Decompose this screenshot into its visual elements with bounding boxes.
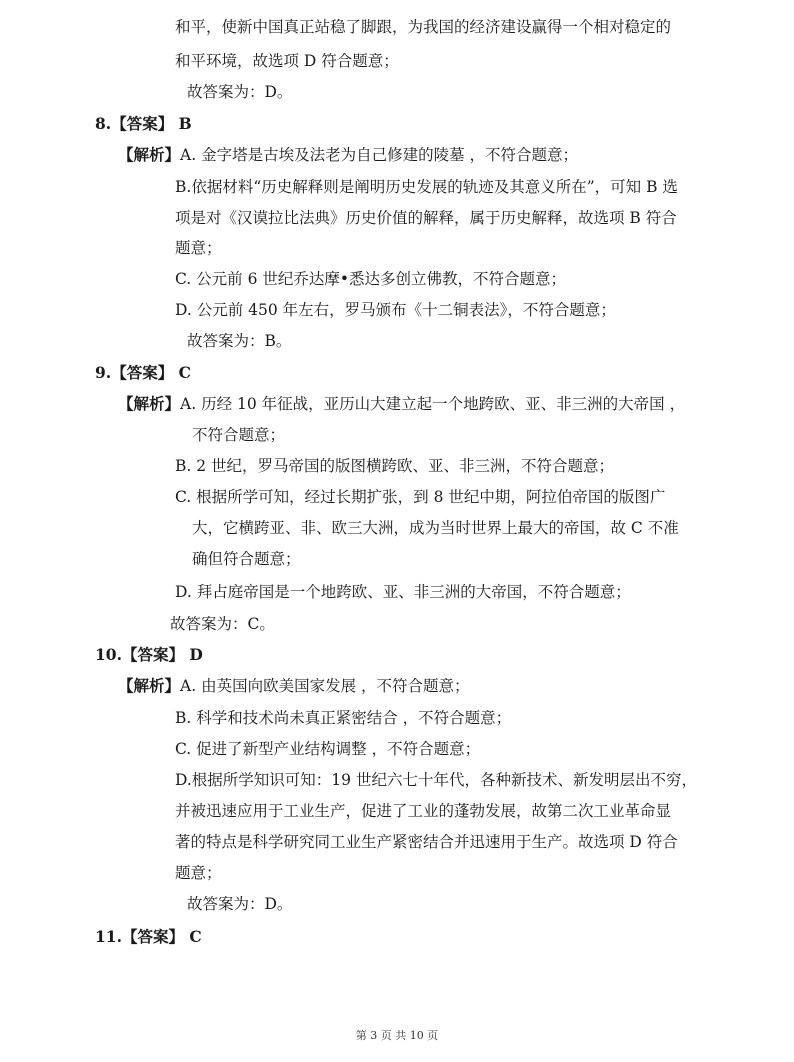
q8-option-b-line-2: 项是对《汉谟拉比法典》历史价值的解释，属于历史解释，故选项 B 符合	[175, 209, 677, 227]
q10-answer-value: D	[189, 645, 203, 664]
q10-analysis-label: 【解析】	[118, 676, 181, 695]
q10-number: 10.	[95, 645, 122, 664]
q8-answer-label: 【答案】	[111, 114, 174, 133]
q8-final-answer: 故答案为：B。	[187, 332, 292, 350]
q9-answer-value: C	[178, 363, 191, 382]
intro-line-2: 和平环境，故选项 D 符合题意；	[175, 52, 399, 70]
page-footer: 第 3 页 共 10 页	[355, 1029, 439, 1042]
q10-final-answer: 故答案为：D。	[187, 895, 293, 913]
q9-option-c-line-1: C. 根据所学可知，经过长期扩张，到 8 世纪中期，阿拉伯帝国的版图广	[175, 488, 666, 506]
q11-answer-value: C	[189, 927, 202, 946]
intro-line-1: 和平，使新中国真正站稳了脚跟，为我国的经济建设赢得一个相对稳定的	[175, 18, 672, 36]
q9-option-c-line-3: 确但符合题意；	[192, 550, 301, 568]
q10-option-b: B. 科学和技术尚未真正紧密结合 ，不符合题意；	[175, 709, 512, 727]
q8-option-b-line-1: B.依据材料“历史解释则是阐明历史发展的轨迹及其意义所在”，可知 B 选	[175, 178, 678, 196]
q8-analysis-a	[118, 145, 578, 165]
q8-option-a: A. 金字塔是古埃及法老为自己修建的陵墓 ，不符合题意；	[180, 146, 578, 164]
q10-option-c: C. 促进了新型产业结构调整 ，不符合题意；	[175, 740, 481, 758]
q9-analysis-a	[118, 394, 685, 414]
q8-analysis-label: 【解析】	[118, 145, 181, 164]
q8-answer-heading	[95, 114, 192, 134]
q9-option-c-line-2: 大，它横跨亚、非、欧三大洲，成为当时世界上最大的帝国，故 C 不准	[192, 519, 679, 537]
q8-option-b-line-3: 题意；	[175, 239, 222, 257]
q10-analysis-a	[118, 676, 470, 696]
q9-final-answer: 故答案为：C。	[170, 615, 275, 633]
q9-analysis-label: 【解析】	[118, 394, 181, 413]
q9-number: 9.	[95, 363, 112, 382]
q10-option-d-line-4: 题意；	[175, 864, 222, 882]
q11-answer-heading	[95, 927, 202, 947]
q8-option-c: C. 公元前 6 世纪乔达摩•悉达多创立佛教，不符合题意；	[175, 270, 567, 288]
q9-answer-heading	[95, 363, 191, 383]
q8-option-d: D. 公元前 450 年左右，罗马颁布《十二铜表法》，不符合题意；	[175, 301, 616, 319]
q8-number: 8.	[95, 114, 112, 133]
q9-option-d: D. 拜占庭帝国是一个地跨欧、亚、非三洲的大帝国，不符合题意；	[175, 583, 631, 601]
q11-answer-label: 【答案】	[121, 927, 184, 946]
q10-option-d-line-1: D.根据所学知识可知：19 世纪六七十年代，各种新技术、新发明层出不穷，	[175, 771, 697, 789]
q10-option-d-line-2: 并被迅速应用于工业生产，促进了工业的蓬勃发展，故第二次工业革命显	[175, 802, 672, 820]
q10-answer-heading	[95, 645, 203, 665]
intro-answer: 故答案为：D。	[187, 83, 293, 101]
q10-option-a: A. 由英国向欧美国家发展 ，不符合题意；	[180, 677, 470, 695]
q9-option-b: B. 2 世纪，罗马帝国的版图横跨欧、亚、非三洲，不符合题意；	[175, 457, 615, 475]
q9-answer-label: 【答案】	[111, 363, 174, 382]
q10-option-d-line-3: 著的特点是科学研究同工业生产紧密结合并迅速用于生产。故选项 D 符合	[175, 833, 678, 851]
q9-option-a-line-1: A. 历经 10 年征战，亚历山大建立起一个地跨欧、亚、非三洲的大帝国 ，	[180, 395, 686, 413]
q11-number: 11.	[95, 927, 122, 946]
q10-answer-label: 【答案】	[121, 645, 184, 664]
q8-answer-value: B	[178, 114, 192, 133]
q9-option-a-line-2: 不符合题意；	[192, 426, 286, 444]
